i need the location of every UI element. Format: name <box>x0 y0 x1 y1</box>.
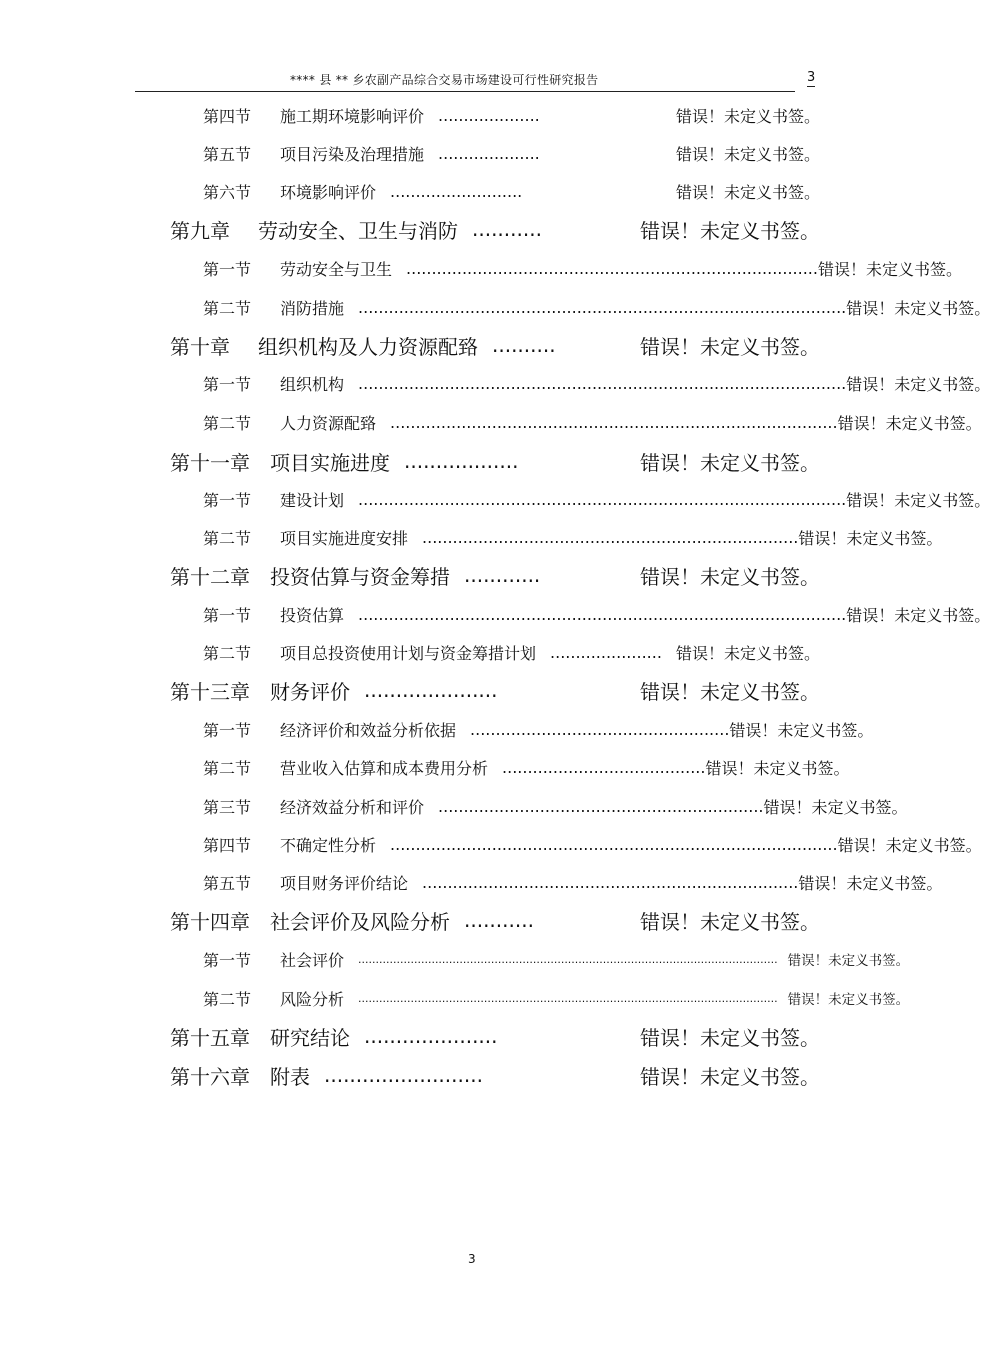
toc-section-entry[interactable] <box>203 371 990 395</box>
chapter-number: 第十六章 <box>170 1064 250 1089</box>
bookmark-error-text: 错误！未定义书签。 <box>675 182 820 202</box>
section-number: 第一节 <box>203 490 252 510</box>
bookmark-error-text: 错误！未定义书签。 <box>763 797 908 817</box>
header-page-number: 3 <box>807 70 816 85</box>
chapter-number: 第十一章 <box>170 450 250 475</box>
section-number: 第五节 <box>203 873 252 893</box>
toc-chapter-entry[interactable] <box>170 446 820 476</box>
leader-dots: ...................... <box>550 642 662 662</box>
section-title: 营业收入估算和成本费用分析 <box>280 758 489 778</box>
chapter-title: 投资估算与资金筹措 <box>270 564 450 589</box>
toc-section-entry[interactable] <box>203 602 990 626</box>
bookmark-error-text: 错误！未定义书签。 <box>798 528 943 548</box>
leader-dots: ..................... <box>364 1024 498 1048</box>
toc-chapter-entry[interactable] <box>170 560 820 590</box>
section-number: 第二节 <box>203 298 252 318</box>
toc-section-entry[interactable] <box>203 755 850 779</box>
toc-section-entry[interactable] <box>203 717 874 741</box>
bookmark-error-text: 错误！未定义书签。 <box>675 144 820 164</box>
section-title: 消防措施 <box>280 298 345 318</box>
section-number: 第一节 <box>203 259 252 279</box>
leader-dots: ..................... <box>364 678 498 702</box>
leader-dots: ................................................................................................ <box>358 604 847 624</box>
section-title: 项目总投资使用计划与资金筹措计划 <box>280 643 537 663</box>
toc-section-entry[interactable] <box>203 870 943 894</box>
document-title: **** 县 ** 乡农副产品综合交易市场建设可行性研究报告 <box>290 73 599 87</box>
leader-dots: .......................................................................... <box>422 872 799 892</box>
leader-dots: ................................................................................................ <box>358 489 847 509</box>
section-number: 第四节 <box>203 106 252 126</box>
chapter-number: 第九章 <box>170 218 230 243</box>
bookmark-error-text: 错误！未定义书签。 <box>837 413 982 433</box>
section-title: 风险分析 <box>280 989 345 1009</box>
leader-dots: .......................................................................... <box>422 527 799 547</box>
bookmark-error-text: 错误！未定义书签。 <box>837 835 982 855</box>
bookmark-error-text: 错误！未定义书签。 <box>640 679 820 704</box>
toc-section-entry[interactable] <box>203 947 910 971</box>
bookmark-error-text: 错误！未定义书签。 <box>640 564 820 589</box>
bookmark-error-text: 错误！未定义书签。 <box>846 374 990 394</box>
toc-chapter-entry[interactable] <box>170 905 820 935</box>
section-title: 组织机构 <box>280 374 345 394</box>
section-title: 社会评价 <box>280 950 345 970</box>
header-rule <box>135 91 795 92</box>
bookmark-error-text: 错误！未定义书签。 <box>846 298 990 318</box>
leader-dots: ........... <box>472 217 542 241</box>
section-number: 第一节 <box>203 374 252 394</box>
section-number: 第一节 <box>203 950 252 970</box>
leader-dots: ................................................................................................ <box>358 373 847 393</box>
leader-dots: ........................................................................................................................ <box>358 952 778 966</box>
section-title: 经济效益分析和评价 <box>280 797 425 817</box>
chapter-number: 第十五章 <box>170 1025 250 1050</box>
leader-dots: ................................................... <box>470 719 730 739</box>
section-number: 第一节 <box>203 605 252 625</box>
bookmark-error-text: 错误！未定义书签。 <box>846 490 990 510</box>
chapter-title: 研究结论 <box>270 1025 350 1050</box>
leader-dots: .................... <box>438 105 540 125</box>
section-title: 项目污染及治理措施 <box>280 144 425 164</box>
toc-section-entry[interactable] <box>203 640 820 664</box>
toc-chapter-entry[interactable] <box>170 330 820 360</box>
section-number: 第二节 <box>203 643 252 663</box>
bookmark-error-text: 错误！未定义书签。 <box>675 643 820 663</box>
bookmark-error-text: 错误！未定义书签。 <box>640 450 820 475</box>
footer-page-number: 3 <box>468 1252 476 1266</box>
leader-dots: ........................................................................................ <box>390 412 838 432</box>
leader-dots: ........... <box>464 908 534 932</box>
section-title: 不确定性分析 <box>280 835 377 855</box>
bookmark-error-text: 错误！未定义书签。 <box>675 106 820 126</box>
chapter-number: 第十四章 <box>170 909 250 934</box>
section-number: 第二节 <box>203 758 252 778</box>
section-number: 第四节 <box>203 835 252 855</box>
bookmark-error-text: 错误！未定义书签。 <box>729 720 874 740</box>
leader-dots: .......... <box>492 333 556 357</box>
bookmark-error-text: 错误！未定义书签。 <box>640 218 820 243</box>
section-number: 第二节 <box>203 989 252 1009</box>
section-number: 第二节 <box>203 413 252 433</box>
leader-dots: ................................................................................. <box>406 258 818 278</box>
chapter-title: 社会评价及风险分析 <box>270 909 450 934</box>
chapter-number: 第十三章 <box>170 679 250 704</box>
toc-section-entry[interactable] <box>203 256 962 280</box>
section-number: 第六节 <box>203 182 252 202</box>
leader-dots: ........................................................................................ <box>390 834 838 854</box>
section-title: 投资估算 <box>280 605 345 625</box>
chapter-title: 项目实施进度 <box>270 450 390 475</box>
section-title: 人力资源配臵 <box>280 413 377 433</box>
chapter-title: 组织机构及人力资源配臵 <box>258 334 478 359</box>
chapter-number: 第十章 <box>170 334 230 359</box>
section-title: 经济评价和效益分析依据 <box>280 720 457 740</box>
toc-section-entry[interactable] <box>203 794 908 818</box>
section-number: 第五节 <box>203 144 252 164</box>
bookmark-error-text: 错误！未定义书签。 <box>640 1064 820 1089</box>
bookmark-error-text: 错误！未定义书签。 <box>640 334 820 359</box>
chapter-title: 财务评价 <box>270 679 350 704</box>
section-title: 项目财务评价结论 <box>280 873 409 893</box>
section-title: 项目实施进度安排 <box>280 528 409 548</box>
toc-section-entry[interactable] <box>203 410 982 434</box>
leader-dots: ............ <box>464 563 541 587</box>
bookmark-error-text: 错误！未定义书签。 <box>787 992 910 1008</box>
leader-dots: ........................................ <box>502 757 706 777</box>
section-number: 第二节 <box>203 528 252 548</box>
section-number: 第一节 <box>203 720 252 740</box>
toc-section-entry[interactable] <box>203 487 990 511</box>
toc-section-entry[interactable] <box>203 179 820 203</box>
toc-section-entry[interactable] <box>203 103 820 127</box>
section-title: 环境影响评价 <box>280 182 377 202</box>
bookmark-error-text: 错误！未定义书签。 <box>705 758 850 778</box>
toc-chapter-entry[interactable] <box>170 1060 820 1090</box>
toc-chapter-entry[interactable] <box>170 1021 820 1051</box>
section-title: 建设计划 <box>280 490 345 510</box>
toc-section-entry[interactable] <box>203 986 910 1010</box>
bookmark-error-text: 错误！未定义书签。 <box>817 259 962 279</box>
toc-section-entry[interactable] <box>203 141 820 165</box>
toc-section-entry[interactable] <box>203 525 943 549</box>
bookmark-error-text: 错误！未定义书签。 <box>798 873 943 893</box>
leader-dots: ........................................................................................................................ <box>358 991 778 1005</box>
bookmark-error-text: 错误！未定义书签。 <box>640 1025 820 1050</box>
leader-dots: ......................... <box>324 1063 483 1087</box>
section-title: 施工期环境影响评价 <box>280 106 425 126</box>
bookmark-error-text: 错误！未定义书签。 <box>846 605 990 625</box>
bookmark-error-text: 错误！未定义书签。 <box>640 909 820 934</box>
page-header <box>135 68 818 92</box>
chapter-title: 附表 <box>270 1064 310 1089</box>
toc-chapter-entry[interactable] <box>170 675 820 705</box>
leader-dots: .................. <box>404 449 519 473</box>
leader-dots: .................... <box>438 143 540 163</box>
toc-section-entry[interactable] <box>203 832 982 856</box>
toc-section-entry[interactable] <box>203 295 990 319</box>
bookmark-error-text: 错误！未定义书签。 <box>787 953 910 969</box>
toc-chapter-entry[interactable] <box>170 214 820 244</box>
leader-dots: ................................................................................................ <box>358 297 847 317</box>
section-title: 劳动安全与卫生 <box>280 259 393 279</box>
leader-dots: ................................................................ <box>438 796 764 816</box>
chapter-number: 第十二章 <box>170 564 250 589</box>
section-number: 第三节 <box>203 797 252 817</box>
leader-dots: .......................... <box>390 181 523 201</box>
chapter-title: 劳动安全、卫生与消防 <box>258 218 458 243</box>
